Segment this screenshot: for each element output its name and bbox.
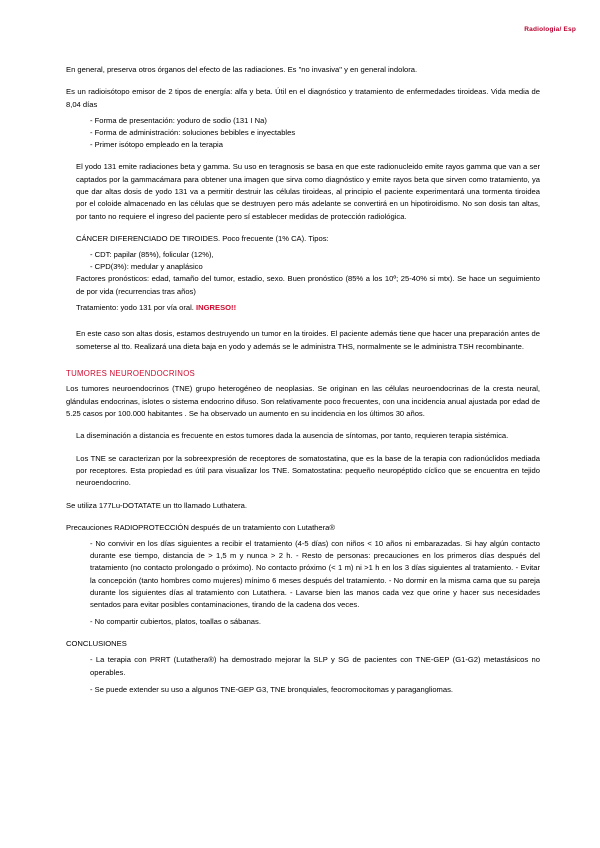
list-item-conclusion-prrt: - La terapia con PRRT (Lutathera®) ha demostrado mejorar la SLP y SG de pacientes con TNE-GEP (G1-G2) metastásicos no operables. [90,655,540,677]
paragraph-cancer-diferenciado: CÁNCER DIFERENCIADO DE TIROIDES. Poco frecuente (1% CA). Tipos: [76,233,329,243]
section-heading-conclusiones: CONCLUSIONES [66,639,127,649]
paragraph-yodo-131: El yodo 131 emite radiaciones beta y gamma. Su uso en teragnosis se basa en que este radionucleido emite rayos gamma que van a ser captados por la gammacámara para obtener una imagen que sirva como diagnóstico y emite rayos beta que sirven como tratamiento, ya que dar altas dosis de yodo 131 va a permitir destruir las células tiroideas, al principio el paciente experimentará una tormenta tiroidea por el coloide almacenado en las células que se destruyen pero más adelante se convertirá en un hipotiroidismo. No son dosis tan altas, por tanto no requiere el ingreso del paciente pero sí establecer medidas de protección radiológica. [76,162,540,221]
document-content [66,64,540,696]
list-item-no-compartir: - No compartir cubiertos, platos, toallas o sábanas. [90,617,261,626]
list-item-primer-isotopo: - Primer isótopo empleado en la terapia [90,140,223,150]
paragraph-altas-dosis: En este caso son altas dosis, estamos destruyendo un tumor en la tiroides. El paciente además tiene que hacer una preparación antes de someterse al tto. Realizará una dieta baja en yodo y además se le administra THS, normalmente se le administra TSH recombinante. [76,329,540,351]
paragraph-factores-pronosticos: Factores pronósticos: edad, tamaño del tumor, estadio, sexo. Buen pronóstico (85% a los 10º; 25-40% si mtx). Se hace un seguimiento de por vida (recurrencias tras años) [76,274,540,296]
paragraph-precauciones-detalle: - No convivir en los días siguientes a recibir el tratamiento (4-5 días) con niños < 10 años ni embarazadas. Si hay algún contacto durante ese tiempo, distancia de > 1,5 m y nunca > 2 h. - Resto de personas: precauciones en los primeros días después del tratamiento (no contacto prolongado o próximo). No contacto próximo (< 1 m) ni >1 h en los 3 días siguientes al tratamiento. - Evitar la concepción (tanto hombres como mujeres) mínimo 6 meses después del tratamiento. - No dormir en la misma cama que su pareja durante los siguientes días al tratamiento con Lutathera. - Lavarse bien las manos cada vez que orine y hacer sus necesidades sentados para evitar posibles contaminaciones, tirando de la cadena dos veces. [90,539,540,609]
tratamiento-text: Tratamiento: yodo 131 por vía oral. [76,302,197,312]
ingreso-highlight: INGRESO!! [196,302,237,312]
paragraph-precauciones-titulo: Precauciones RADIOPROTECCIÓN después de un tratamiento con Lutathera® [66,522,335,532]
paragraph-tne-definicion: Los tumores neuroendocrinos (TNE) grupo heterogéneo de neoplasias. Se originan en las células neuroendocrinas de la cresta neural, glándulas endocrinas, islotes o sistema endocrino difuso. Son relativamente poco frecuentes, con una incidencia anual ajustada por edad de 5.25 casos por 100.000 habitantes . Se ha observado un aumento en su incidencia en los últimos 30 años. [66,384,540,419]
paragraph-lutathera-uso: Se utiliza 177Lu-DOTATATE un tto llamado Luthatera. [66,500,247,510]
section-heading-tumores-neuroendocrinos: TUMORES NEUROENDOCRINOS [66,368,196,378]
paragraph-receptores-somatostatina: Los TNE se caracterizan por la sobreexpresión de receptores de somatostatina, que es la base de la terapia con radionúclidos mediada por receptores. Esta propiedad es útil para visualizar los TNE. Somatostatina: pequeño neuropéptido cíclico que se encuentra en tejido neuroendocrino. [76,453,540,488]
paragraph-radioisotopo: Es un radioisótopo emisor de 2 tipos de energía: alfa y beta. Útil en el diagnóstico y tratamiento de enfermedades tiroideas. Vida media de 8,04 días [66,87,540,109]
list-item-forma-administracion: - Forma de administración: soluciones bebibles e inyectables [90,128,296,138]
paragraph-diseminacion: La diseminación a distancia es frecuente en estos tumores dada la ausencia de síntomas, por tanto, requieren terapia sistémica. [76,431,509,441]
page-header-label: Radiologia/ Esp [524,26,576,33]
paragraph-tratamiento [66,302,540,314]
list-item-cdt: - CDT: papilar (85%), folicular (12%), [90,250,214,260]
list-item-forma-presentacion: - Forma de presentación: yoduro de sodio (131 I Na) [90,115,267,125]
list-item-cpd: - CPD(3%): medular y anaplásico [90,262,203,272]
list-item-conclusion-extension: - Se puede extender su uso a algunos TNE-GEP G3, TNE bronquiales, feocromocitomas y paragangliomas. [90,684,454,694]
paragraph-preserva-organos: En general, preserva otros órganos del efecto de las radiaciones. Es "no invasiva" y en general indolora. [66,65,418,74]
